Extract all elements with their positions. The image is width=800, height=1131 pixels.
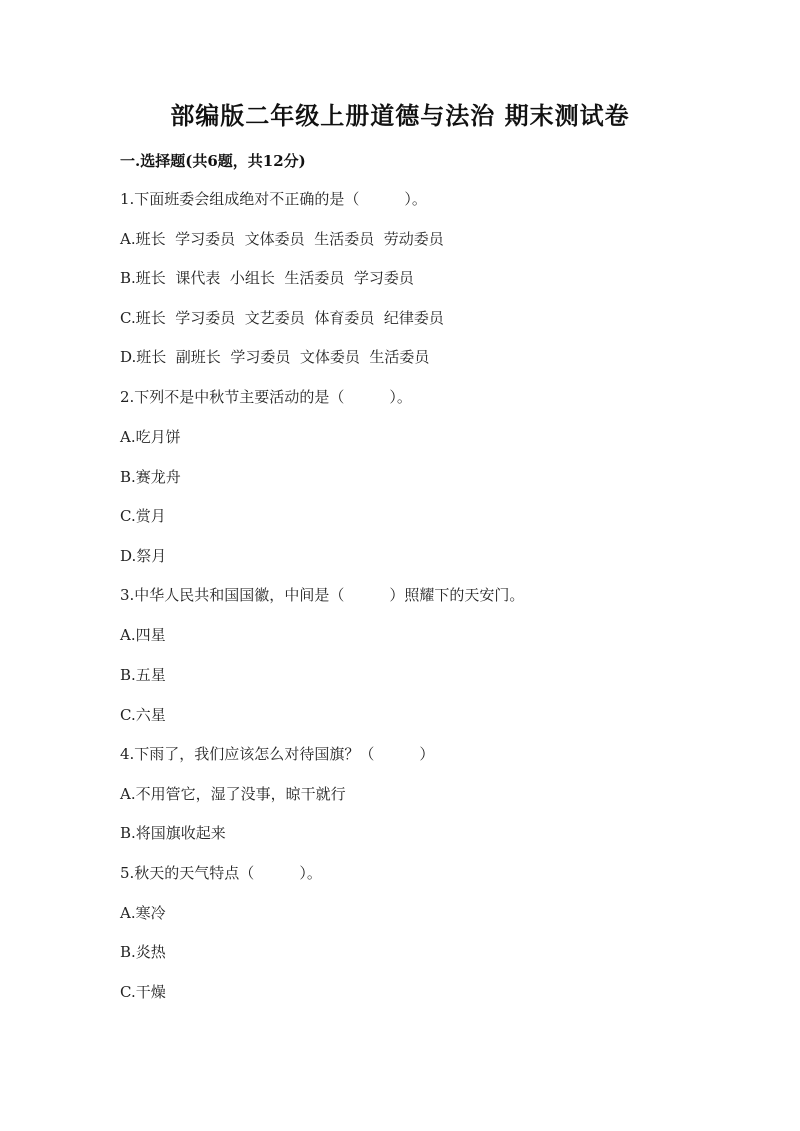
option-a: A.寒冷 bbox=[120, 904, 166, 922]
option-b: B.班长 课代表 小组长 生活委员 学习委员 bbox=[120, 269, 414, 287]
question-stem: 3.中华人民共和国国徽，中间是（ ）照耀下的天安门。 bbox=[120, 586, 525, 604]
question-stem: 2.下列不是中秋节主要活动的是（ ）。 bbox=[120, 388, 412, 406]
option-b: B.将国旗收起来 bbox=[120, 824, 226, 842]
option-c: C.干燥 bbox=[120, 983, 166, 1001]
option-b: B.赛龙舟 bbox=[120, 468, 181, 486]
option-a: A.四星 bbox=[120, 626, 166, 644]
option-d: D.祭月 bbox=[120, 547, 167, 565]
option-a: A.不用管它，湿了没事，晾干就行 bbox=[120, 785, 346, 803]
option-d: D.班长 副班长 学习委员 文体委员 生活委员 bbox=[120, 348, 430, 366]
option-c: C.六星 bbox=[120, 706, 166, 724]
section-heading: 一.选择题(共6题，共12分) bbox=[120, 152, 306, 170]
option-b: B.五星 bbox=[120, 666, 166, 684]
option-c: C.赏月 bbox=[120, 507, 166, 525]
option-a: A.班长 学习委员 文体委员 生活委员 劳动委员 bbox=[120, 230, 444, 248]
option-b: B.炎热 bbox=[120, 943, 166, 961]
question-stem: 1.下面班委会组成绝对不正确的是（ ）。 bbox=[120, 190, 427, 208]
option-c: C.班长 学习委员 文艺委员 体育委员 纪律委员 bbox=[120, 309, 444, 327]
option-a: A.吃月饼 bbox=[120, 428, 181, 446]
question-stem: 4.下雨了，我们应该怎么对待国旗？（ ） bbox=[120, 745, 435, 763]
exam-title: 部编版二年级上册道德与法治 期末测试卷 bbox=[170, 101, 630, 130]
question-stem: 5.秋天的天气特点（ ）。 bbox=[120, 864, 322, 882]
